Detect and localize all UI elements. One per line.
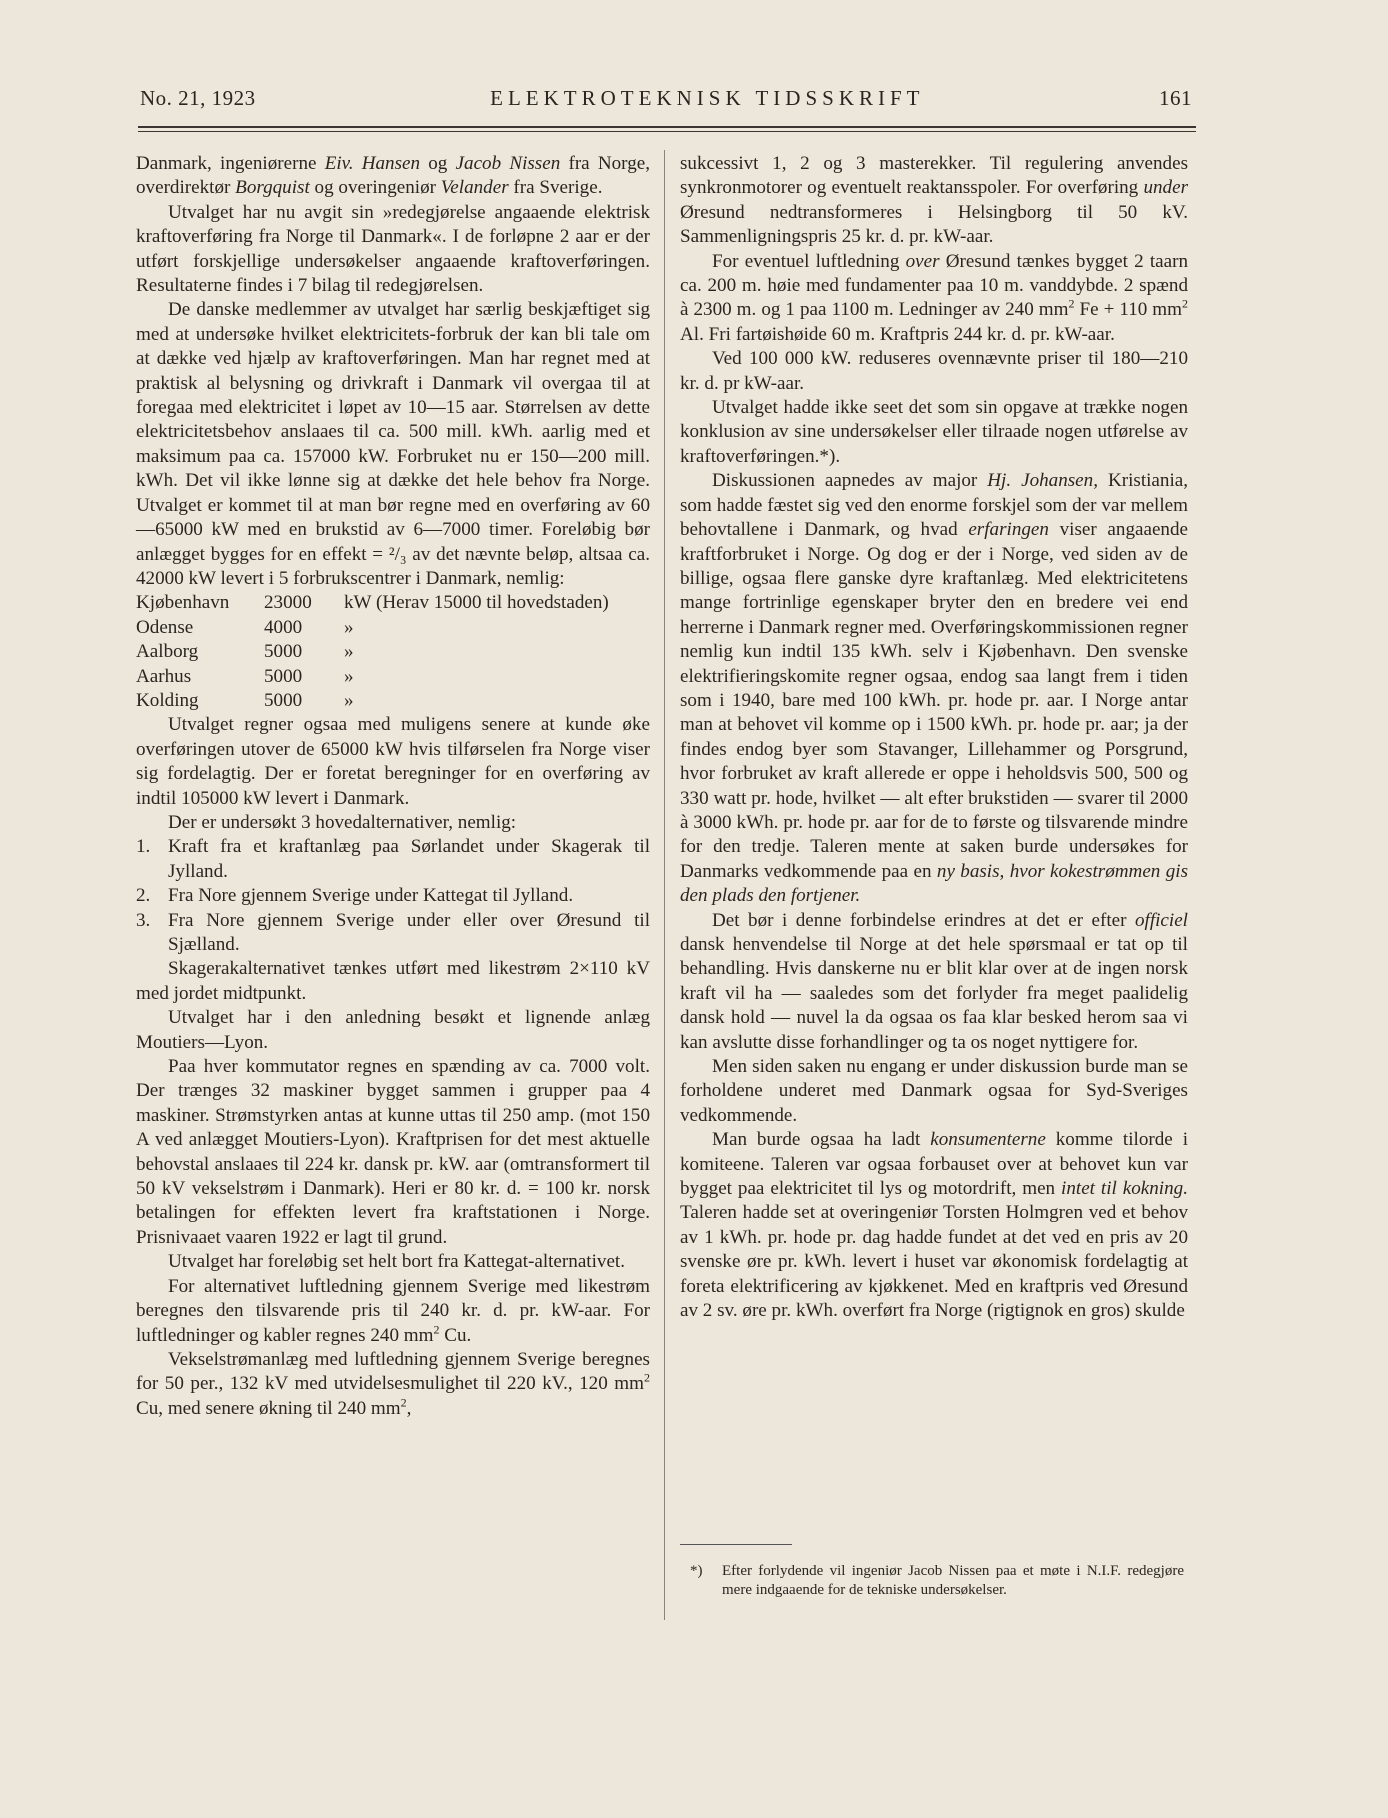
header-rule-thin [138, 131, 1196, 132]
paragraph: Diskussionen aapnedes av major Hj. Johansen, Kristiania, som hadde fæstet sig ved den enorme forskjel som der var mellem behovtallene i Danmark, og hvad erfaringen viser angaaende kraftforbruket i Norge. Og dog er der i Norge, ved siden av de billige, ogsaa flere ganske dyre kraftanlæg. Med elektricitetens mange fortrinlige egenskaper bryter den en bredere vei end herrerne i Danmark regner med. Overføringskommissionen regner nemlig kun indtil 135 kWh. selv i Kjøbenhavn. Den svenske elektrifieringskomite regner ogsaa, endog saa langt frem i tiden som i 1940, bare med 100 kWh. pr. hode pr. aar. I Norge antar man at behovet vil komme op i 1500 kWh. pr. hode pr. aar; ja der findes endog byer som Stavanger, Lillehammer og Porsgrund, hvor forbruket av kraft allerede er oppe i heholdsvis 500, 500 og 330 watt pr. hode, hvilket — alt efter brukstiden — svarer til 2000 à 3000 kWh. pr. hode pr. aar for de to første og tilsvarende mindre for den tredje. Taleren mente at saken burde undersøkes for Danmarks vedkommende paa en ny basis, hvor kokestrømmen gis den plads den fortjener. [680, 470, 1189, 907]
paragraph: sukcessivt 1, 2 og 3 masterekker. Til regulering anvendes synkronmotorer og eventuelt reaktansspoler. For overføring under Øresund nedtransformeres i Helsingborg til 50 kV. Sammenligningspris 25 kr. d. pr. kW-aar. [680, 153, 1188, 248]
paragraph: Der er undersøkt 3 hovedalternativer, nemlig: [168, 811, 517, 833]
footnote-mark: *) [690, 1563, 703, 1579]
paragraph: Det bør i denne forbindelse erindres at det er efter officiel dansk henvendelse til Norge at det hele spørsmaal er tat op til behandling. Hvis danskerne nu er blit klar over at de ingen norsk kraft vil ha — saaledes som det forlyder fra meget paalidelig dansk hold — nuvel la da ogsaa os faa klar besked herom saa vi kan avslutte disse forhandlinger og ta os noget nyttigere for. [680, 909, 1188, 1053]
table-row: Aalborg 5000 » [136, 641, 354, 663]
paragraph: Paa hver kommutator regnes en spænding av ca. 7000 volt. Der trænges 32 maskiner bygget sammen i grupper paa 4 maskiner. Strømstyrken antas at kunne uttas til 250 amp. (mot 150 A ved anlægget Moutiers-Lyon). Kraftprisen for det mest aktuelle behovstal anslaaes til 224 kr. dansk pr. kW. aar (omtransformert til 50 kV vekselstrøm i Danmark). Heri er 80 kr. d. = 100 kr. norsk betalingen for effekten levert fra kraftstationen i Norge. Prisnivaaet vaaren 1922 er lagt til grund. [136, 1056, 650, 1248]
paragraph: Danmark, ingeniørerne Eiv. Hansen og Jacob Nissen fra Norge, overdirektør Borgquist og overingeniør Velander fra Sverige. [136, 153, 650, 199]
footnote-text: Efter forlydende vil ingeniør Jacob Nissen paa et møte i N.I.F. redegjøre mere indgaaende for de tekniske undersøkelser. [722, 1563, 1184, 1598]
header-rule [138, 126, 1196, 128]
list-item: 2. Fra Nore gjennem Sverige under Kattegat til Jylland. [136, 885, 574, 907]
page-number: 161 [1158, 86, 1192, 110]
paragraph: Man burde ogsaa ha ladt konsumenterne komme tilorde i komiteene. Taleren var ogsaa forbauset over at behovet kun var bygget paa elektricitet til lys og motordrift, men intet til kokning. Taleren hadde set at overingeniør Torsten Holmgren ved et behov av 1 kWh. pr. hode pr. dag hadde fundet at det ved en pris av 20 svenske øre pr. kWh. levert i huset var økonomisk fordelagtig at foreta elektrificering av kjøkkenet. Med en kraftpris ved Øresund av 2 sv. øre pr. kWh. overført fra Norge (rigtignok en gros) skulde [680, 1129, 1188, 1322]
paragraph: Skagerakalternativet tænkes utført med likestrøm 2×110 kV med jordet midtpunkt. [136, 958, 650, 1004]
left-column [136, 152, 650, 1421]
list-item: 1. Kraft fra et kraftanlæg paa Sørlandet under Skagerak til Jylland. [136, 836, 650, 882]
consumption-centers-table [136, 591, 650, 713]
paragraph: Vekselstrømanlæg med luftledning gjennem Sverige beregnes for 50 per., 132 kV med utvidelsesmulighet til 220 kV., 120 $mm^2$ Cu, med senere økning til 240 $mm^2$, [136, 1348, 650, 1419]
footnote [690, 1562, 1184, 1600]
table-row: Kjøbenhavn 23000 kW (Herav 15000 til hovedstaden) [136, 592, 609, 614]
table-row: Kolding 5000 » [136, 689, 354, 711]
running-header [140, 86, 1192, 111]
table-row: Aarhus 5000 » [136, 665, 354, 687]
paragraph: Utvalget hadde ikke seet det som sin opgave at trække nogen konklusion av sine undersøkelser eller tilraade nogen utførelse av kraftoverføringen.*). [680, 397, 1188, 467]
paragraph: Utvalget har foreløbig set helt bort fra Kattegat-alternativet. [168, 1251, 626, 1273]
paragraph: For eventuel luftledning over Øresund tænkes bygget 2 taarn ca. 200 m. høie med fundamenter paa 10 m. vanddybde. 2 spænd à 2300 m. og 1 paa 1100 m. Ledninger av 240 $mm^2$ Fe + 110 $mm^2$ Al. Fri fartøishøide 60 m. Kraftpris 244 kr. d. pr. kW-aar. [680, 250, 1189, 345]
paragraph: For alternativet luftledning gjennem Sverige med likestrøm beregnes den tilsvarende pris til 240 kr. d. pr. kW-aar. For luftledninger og kabler regnes 240 $mm^2$ Cu. [136, 1275, 650, 1346]
footnote-rule [680, 1544, 792, 1545]
paragraph: De danske medlemmer av utvalget har særlig beskjæftiget sig med at undersøke hvilket elektricitets-forbruk der kan bli tale om at dække ved hjælp av kraftoverføringen. Man har regnet med at praktisk al belysning og drivkraft i Danmark vil overgaa til at foregaa med elektricitet i løpet av 10—15 aar. Størrelsen av dette elektricitetsbehov anslaaes til ca. 500 mill. kWh. aarlig med et maksimum paa ca. 157000 kW. Forbruket nu er 150—200 mill. kWh. Det vil ikke lønne sig at dække det hele behov fra Norge. Utvalget er kommet til at man bør regne med en overføring av 60—65000 kW med en brukstid av 6—7000 timer. Foreløbig bør anlægget bygges for en effekt = ²/₃ av det nævnte beløp, altsaa ca. 42000 kW levert i 5 forbrukscentrer i Danmark, nemlig: [136, 299, 650, 589]
paragraph: Utvalget regner ogsaa med muligens senere at kunde øke overføringen utover de 65000 kW hvis tilførselen fra Norge viser sig fordelagtig. Der er foretat beregninger for en overføring av indtil 105000 kW levert i Danmark. [136, 714, 650, 809]
paragraph: Men siden saken nu engang er under diskussion burde man se forholdene underet med Danmark ogsaa for Syd-Sveriges vedkommende. [680, 1056, 1188, 1126]
paragraph: Ved 100 000 kW. reduseres ovennævnte priser til 180—210 kr. d. pr kW-aar. [680, 348, 1188, 394]
list-item: 3. Fra Nore gjennem Sverige under eller over Øresund til Sjælland. [136, 909, 650, 955]
journal-title: ELEKTROTEKNISK TIDSSKRIFT [490, 86, 925, 110]
right-column [680, 152, 1188, 1324]
paragraph: Utvalget har i den anledning besøkt et lignende anlæg Moutiers—Lyon. [136, 1007, 650, 1053]
column-divider [664, 150, 665, 1620]
paragraph: Utvalget har nu avgit sin »redegjørelse angaaende elektrisk kraftoverføring fra Norge til Danmark«. I de forløpne 2 aar er der utført forskjellige undersøkelser angaaende kraftoverføringen. Resultaterne findes i 7 bilag til redegjørelsen. [136, 201, 650, 297]
table-row: Odense 4000 » [136, 616, 354, 638]
issue-number: No. 21, 1923 [140, 86, 256, 110]
